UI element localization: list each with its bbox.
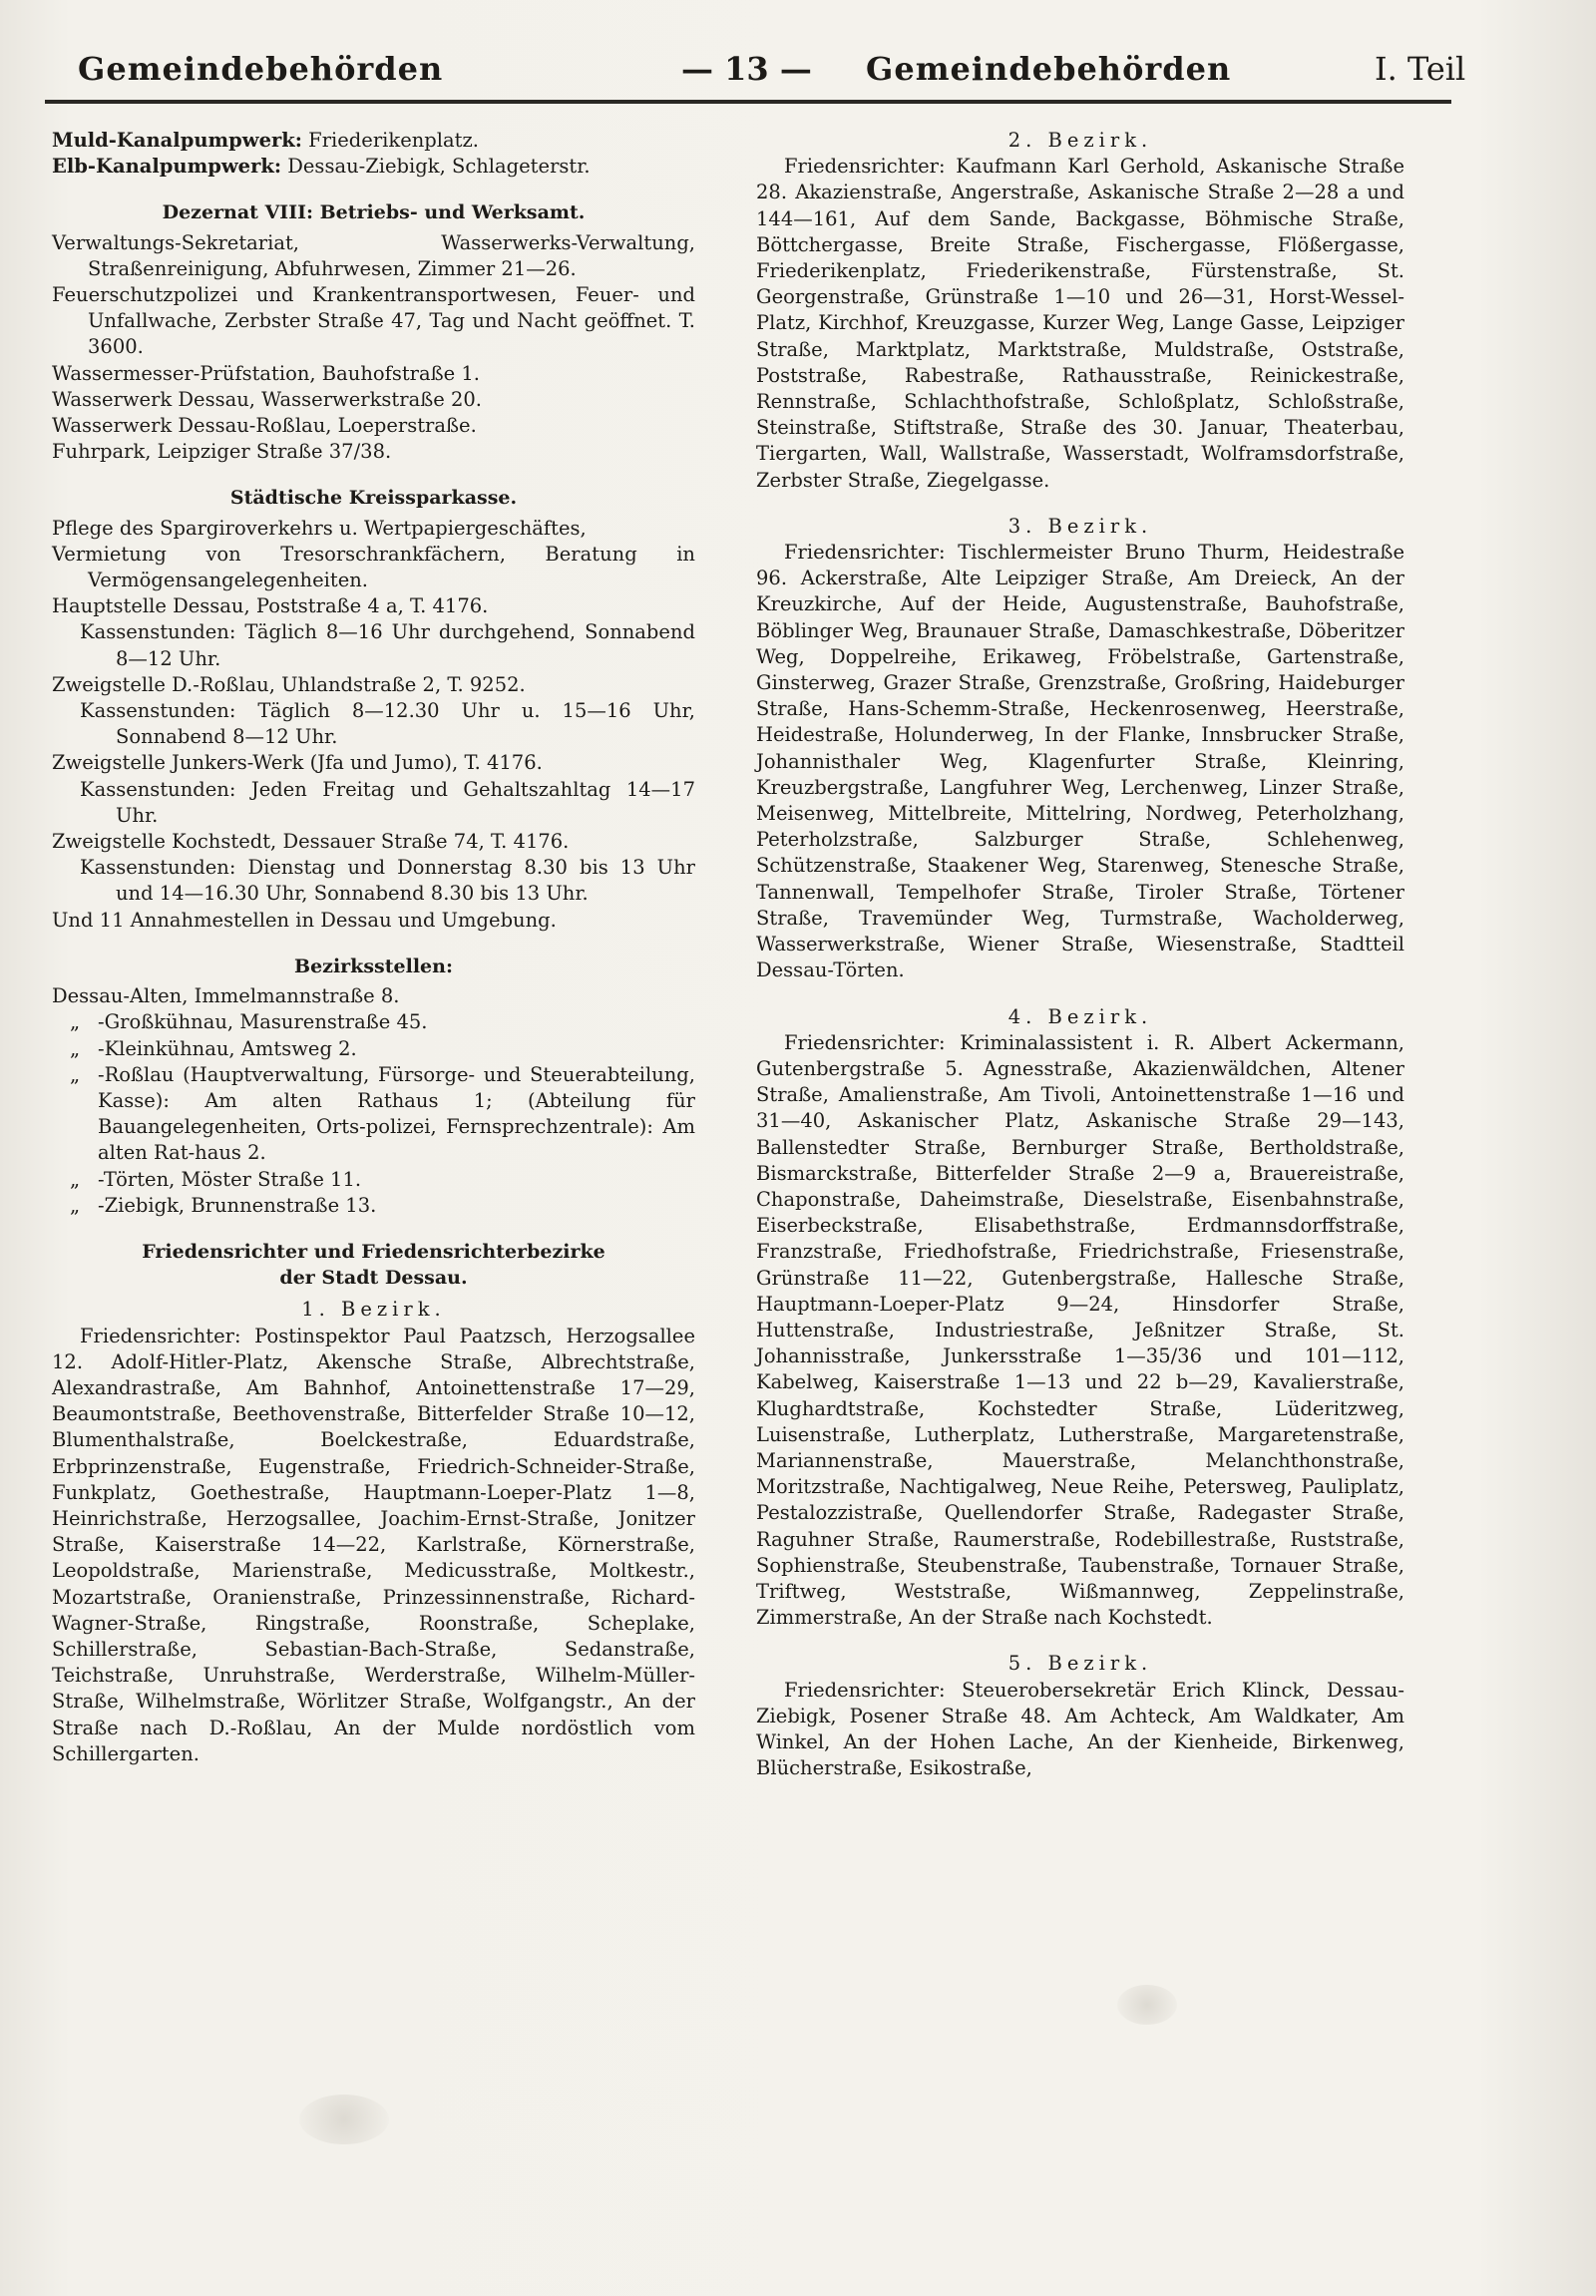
part-label: I. Teil bbox=[1375, 50, 1466, 88]
header-rule bbox=[45, 100, 1451, 104]
bezirk-3-text: Friedensrichter: Tischlermeister Bruno Thurm, Heidestraße 96. Ackerstraße, Alte Leipziger Straße, Am Dreieck, An der Kreuzkirche, Auf der Heide, Augustenstraße, Bauhofstraße, Böblinger Weg, Braunauer Straße, Damaschkestraße, Döberitzer Weg, Doppelreihe, Erikaweg, Fröbelstraße, Gartenstraße, Ginsterweg, Grazer Straße, Grenzstraße, Großring, Haideburger Straße, Hans-Schemm-Straße, Heckenrosenweg, Heerstraße, Heidestraße, Holunderweg, In der Flanke, Innsbrucker Straße, Johannisthaler Weg, Klagenfurter Straße, Kleinring, Kreuzbergstraße, Langfuhrer Weg, Lerchenweg, Linzer Straße, Meisenweg, Mittelbreite, Mittelring, Nordweg, Peterholzhang, Peterholzstraße, Salzburger Straße, Schlehenweg, Schützenstraße, Staakener Weg, Starenweg, Stenesche Straße, Tannenwall, Tempelhofer Straße, Tiroler Straße, Törtener Straße, Travemünder Weg, Turmstraße, Wacholderweg, Wasserwerkstraße, Wiener Straße, Wiesenstraße, Stadtteil Dessau-Törten. bbox=[756, 541, 1404, 982]
hauptstelle: Hauptstelle Dessau, Poststraße 4 a, T. 4176. bbox=[52, 594, 489, 618]
dezernat-item: Verwaltungs-Sekretariat, Wasserwerks-Verwaltung, Straßenreinigung, Abfuhrwesen, Zimmer 21—26. bbox=[52, 230, 695, 280]
running-title-right: Gemeindebehörden bbox=[866, 50, 1232, 88]
zweigstelle-junkers: Zweigstelle Junkers-Werk (Jfa und Jumo), T. 4176. bbox=[52, 751, 543, 775]
ditto-mark: „ bbox=[69, 1010, 81, 1034]
bezirksstellen-heading: Bezirksstellen: bbox=[294, 955, 453, 977]
bezirk-5-text: Friedensrichter: Steuerobersekretär Erich Klinck, Dessau-Ziebigk, Posener Straße 48. Am Achteck, Am Waldkater, Am Winkel, An der Hohen Lache, An der Kienheide, Birkenweg, Blücherstraße, Esikostraße, bbox=[756, 1678, 1404, 1780]
zweigstelle-kochstedt-hours: Kassenstunden: Dienstag und Donnerstag 8.30 bis 13 Uhr und 14—16.30 Uhr, Sonnabend 8.30 bis 13 Uhr. bbox=[80, 856, 695, 906]
annahmestellen: Und 11 Annahmestellen in Dessau und Umgebung. bbox=[52, 908, 557, 932]
paper-stain bbox=[1117, 1985, 1177, 2025]
bezirksstelle-item: „ -Kleinkühnau, Amtsweg 2. bbox=[52, 1036, 695, 1062]
sparkasse-line: Vermietung von Tresorschrankfächern, Beratung in Vermögensangelegenheiten. bbox=[52, 542, 695, 592]
bezirk-1-text: Friedensrichter: Postinspektor Paul Paatzsch, Herzogsallee 12. Adolf-Hitler-Platz, Akensche Straße, Albrechtstraße, Alexandrastraße, Am Bahnhof, Antoinettenstraße 17—29, Beaumontstraße, Beethovenstraße, Bitterfelder Straße 10—12, Blumenthalstraße, Boelckestraße, Eduardstraße, Erbprinzenstraße, Eugenstraße, Friedrich-Schneider-Straße, Funkplatz, Goethestraße, Hauptmann-Loeper-Platz 1—8, Heinrichstraße, Herzogsallee, Joachim-Ernst-Straße, Jonitzer Straße, Kaiserstraße 14—22, Karlstraße, Körnerstraße, Leopoldstraße, Marienstraße, Medicusstraße, Moltkestr., Mozartstraße, Oranienstraße, Prinzessinnenstraße, Richard-Wagner-Straße, Ringstraße, Roonstraße, Scheplake, Schillerstraße, Sebastian-Bach-Straße, Sedanstraße, Teichstraße, Unruhstraße, Werderstraße, Wilhelm-Müller-Straße, Wilhelmstraße, Wörlitzer Straße, Wolfgangstr., An der Straße nach D.-Roßlau, An der Mulde nordöstlich vom Schillergarten. bbox=[52, 1324, 695, 1765]
sparkasse-heading: Städtische Kreissparkasse. bbox=[229, 487, 518, 510]
bezirk-4-title: 4. Bezirk. bbox=[1007, 1004, 1153, 1028]
bezirk-2-text: Friedensrichter: Kaufmann Karl Gerhold, Askanische Straße 28. Akazienstraße, Angerstraße, Askanische Straße 2—28 a und 144—161, Auf dem Sande, Backgasse, Böhmische Straße, Böttchergasse, Breite Straße, Fischergasse, Flößergasse, Friederikenplatz, Friederikenstraße, Fürstenstraße, St. Georgenstraße, Grünstraße 1—10 und 26—31, Horst-Wessel-Platz, Kirchhof, Kreuzgasse, Kurzer Weg, Lange Gasse, Leipziger Straße, Marktplatz, Marktstraße, Muldstraße, Oststraße, Poststraße, Rabestraße, Rathausstraße, Reinickestraße, Rennstraße, Schlachthofstraße, Schloßplatz, Schloßstraße, Steinstraße, Stiftstraße, Straße des 30. Januar, Theaterbau, Tiergarten, Wall, Wallstraße, Wasserstadt, Wolframsdorfstraße, Zerbster Straße, Ziegelgasse. bbox=[756, 155, 1404, 492]
dezernat-item: Wassermesser-Prüfstation, Bauhofstraße 1. bbox=[52, 361, 480, 385]
bezirksstelle-item: „ -Großkühnau, Masurenstraße 45. bbox=[52, 1009, 695, 1035]
bezirk-5-title: 5. Bezirk. bbox=[1007, 1652, 1153, 1676]
dezernat-heading: Dezernat VIII: Betriebs- und Werksamt. bbox=[162, 201, 586, 224]
bezirk-1-title: 1. Bezirk. bbox=[301, 1298, 446, 1322]
bezirk-3-title: 3. Bezirk. bbox=[1007, 514, 1153, 538]
ditto-mark: „ bbox=[69, 1193, 81, 1217]
dezernat-item: Fuhrpark, Leipziger Straße 37/38. bbox=[52, 440, 392, 464]
bezirksstelle-item: „ -Ziebigk, Brunnenstraße 13. bbox=[52, 1193, 695, 1219]
zweigstelle-kochstedt: Zweigstelle Kochstedt, Dessauer Straße 74, T. 4176. bbox=[52, 830, 570, 854]
paper-stain bbox=[299, 2095, 389, 2144]
zweigstelle-junkers-hours: Kassenstunden: Jeden Freitag und Gehaltszahltag 14—17 Uhr. bbox=[80, 777, 695, 827]
elb-entry bbox=[52, 154, 695, 180]
bezirk-2-title: 2. Bezirk. bbox=[1007, 129, 1153, 152]
ditto-mark: „ bbox=[69, 1167, 81, 1191]
elb-label: Elb-Kanalpumpwerk: bbox=[52, 155, 282, 179]
page-number: — 13 — bbox=[681, 50, 812, 88]
dezernat-item: Wasserwerk Dessau, Wasserwerkstraße 20. bbox=[52, 387, 482, 411]
muld-label: Muld-Kanalpumpwerk: bbox=[52, 129, 302, 152]
left-column bbox=[52, 128, 695, 1767]
right-column bbox=[756, 128, 1404, 1781]
running-title-left: Gemeindebehörden bbox=[78, 50, 444, 88]
muld-text: Friederikenplatz. bbox=[301, 129, 479, 152]
bezirksstelle-item: „ -Roßlau (Hauptverwaltung, Fürsorge- und Steuerabteilung, Kasse): Am alten Rathaus 1; (Abteilung für Bauangelegenheiten, Orts-polizei, Fernsprechzentrale): Am alten Rat-haus 2. bbox=[52, 1062, 695, 1167]
ditto-mark: „ bbox=[69, 1036, 81, 1060]
friedensrichter-subheading: der Stadt Dessau. bbox=[279, 1267, 468, 1290]
sparkasse-line: Pflege des Spargiroverkehrs u. Wertpapiergeschäftes, bbox=[52, 516, 587, 540]
muld-entry bbox=[52, 128, 695, 154]
ditto-mark: „ bbox=[69, 1062, 81, 1086]
zweigstelle-rosslau-hours: Kassenstunden: Täglich 8—12.30 Uhr u. 15—16 Uhr, Sonnabend 8—12 Uhr. bbox=[80, 699, 695, 749]
friedensrichter-heading: Friedensrichter und Friedensrichterbezirke bbox=[142, 1240, 605, 1263]
hauptstelle-hours: Kassenstunden: Täglich 8—16 Uhr durchgehend, Sonnabend 8—12 Uhr. bbox=[80, 620, 695, 670]
dezernat-item: Feuerschutzpolizei und Krankentransportwesen, Feuer- und Unfallwache, Zerbster Straße 47, Tag und Nacht geöffnet. T. 3600. bbox=[52, 283, 695, 359]
bezirksstelle-alten: Dessau-Alten, Immelmannstraße 8. bbox=[52, 984, 400, 1008]
page-header bbox=[78, 50, 1474, 100]
elb-text: Dessau-Ziebigk, Schlageterstr. bbox=[281, 155, 591, 179]
bezirksstelle-item: „ -Törten, Möster Straße 11. bbox=[52, 1167, 695, 1193]
dezernat-item: Wasserwerk Dessau-Roßlau, Loeperstraße. bbox=[52, 414, 477, 438]
bezirk-4-text: Friedensrichter: Kriminalassistent i. R. Albert Ackermann, Gutenbergstraße 5. Agnesstraße, Akazienwäldchen, Altener Straße, Amalienstraße, Am Tivoli, Antoinettenstraße 1—16 und 31—40, Askanischer Platz, Askanische Straße 29—143, Ballenstedter Straße, Bernburger Straße, Bertholdstraße, Bismarckstraße, Bitterfelder Straße 2—9 a, Brauereistraße, Chaponstraße, Daheimstraße, Dieselstraße, Eisenbahnstraße, Eiserbeckstraße, Elisabethstraße, Erdmannsdorffstraße, Franzstraße, Friedhofstraße, Friedrichstraße, Friesenstraße, Grünstraße 11—22, Gutenbergstraße, Hallesche Straße, Hauptmann-Loeper-Platz 9—24, Hinsdorfer Straße, Huttenstraße, Industriestraße, Jeßnitzer Straße, St. Johannisstraße, Junkersstraße 1—35/36 und 101—112, Kabelweg, Kaiserstraße 1—13 und 22 b—29, Kavalierstraße, Klughardtstraße, Kochstedter Straße, Lüderitzweg, Luisenstraße, Lutherplatz, Lutherstraße, Margaretenstraße, Mariannenstraße, Mauerstraße, Melanchthonstraße, Moritzstraße, Nachtigalweg, Neue Reihe, Petersweg, Pauliplatz, Pestalozzistraße, Quellendorfer Straße, Radegaster Straße, Raguhner Straße, Raumerstraße, Rodebillestraße, Ruststraße, Sophienstraße, Steubenstraße, Taubenstraße, Tornauer Straße, Triftweg, Weststraße, Wißmannweg, Zeppelinstraße, Zimmerstraße, An der Straße nach Kochstedt. bbox=[756, 1030, 1404, 1630]
zweigstelle-rosslau: Zweigstelle D.-Roßlau, Uhlandstraße 2, T. 9252. bbox=[52, 672, 526, 696]
